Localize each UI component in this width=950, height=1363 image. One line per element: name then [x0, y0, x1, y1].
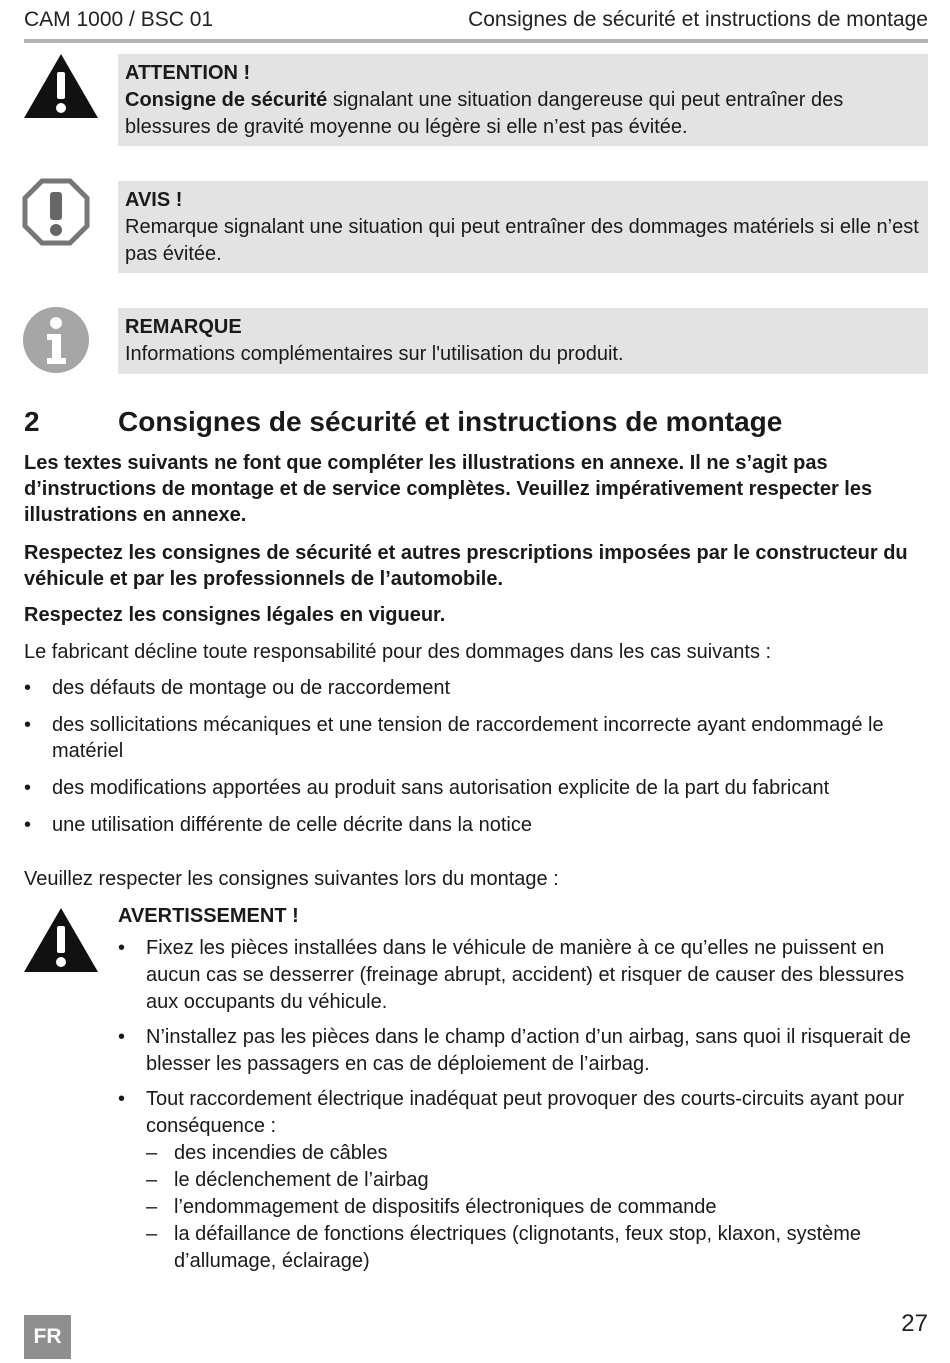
- liability-intro: Le fabricant décline toute responsabilité pour des dommages dans les cas suivants :: [24, 641, 772, 663]
- legal-guidelines-paragraph: Respectez les consignes légales en vigueur.: [24, 604, 446, 626]
- remarque-notice: [118, 308, 928, 374]
- sub-list-item: – la défaillance de fonctions électriques (clignotants, feux stop, klaxon, système d’allumage, éclairage): [146, 1221, 928, 1275]
- sub-list-item: – des incendies de câbles: [146, 1140, 928, 1167]
- section-number: 2: [24, 406, 40, 437]
- sub-list-item: – le déclenchement de l’airbag: [146, 1167, 928, 1194]
- avis-text: Remarque signalant une situation qui peut entraîner des dommages matériels si elle n’est pas évitée.: [125, 216, 919, 265]
- intro-paragraph: Les textes suivants ne font que compléter les illustrations en annexe. Il ne s’agit pas d’instructions de montage et de service complètes. Veuillez impérativement respecter les illustrations en annexe.: [24, 452, 873, 526]
- list-item: [118, 1086, 928, 1275]
- list-item: • des sollicitations mécaniques et une tension de raccordement incorrecte ayant endommagé le matériel: [24, 712, 928, 764]
- attention-bold-label: Consigne de sécurité: [125, 89, 328, 111]
- sub-list-item: – l’endommagement de dispositifs électroniques de commande: [146, 1194, 928, 1221]
- info-circle-icon: [22, 306, 90, 379]
- warning-list: [118, 935, 928, 1275]
- octagon-exclamation-icon: [22, 178, 90, 251]
- remarque-text: Informations complémentaires sur l'utilisation du produit.: [125, 343, 624, 365]
- warning-block: [118, 903, 928, 1283]
- list-item: • N’installez pas les pièces dans le champ d’action d’un airbag, sans quoi il risquerait de blesser les passagers en cas de déploiement de l’airbag.: [118, 1024, 928, 1078]
- warning-triangle-icon: [22, 906, 100, 979]
- attention-notice: [118, 54, 928, 146]
- consequence-list: [146, 1140, 928, 1275]
- list-item: • Fixez les pièces installées dans le véhicule de manière à ce qu’elles ne puissent en aucun cas se desserrer (freinage abrupt, accident) et risquer de causer des blessures aux occupants du véhicule.: [118, 935, 928, 1016]
- manufacturer-guidelines-paragraph: Respectez les consignes de sécurité et autres prescriptions imposées par le constructeur du véhicule et par les professionnels de l’automobile.: [24, 542, 908, 590]
- header-rule: [24, 39, 928, 43]
- list-item: • des défauts de montage ou de raccordement: [24, 675, 928, 701]
- section-title: Consignes de sécurité et instructions de montage: [118, 406, 783, 437]
- remarque-title: REMARQUE: [125, 316, 242, 338]
- document-model: CAM 1000 / BSC 01: [24, 8, 214, 31]
- warning-triangle-icon: [22, 52, 100, 125]
- avis-notice: [118, 181, 928, 273]
- warning-title: AVERTISSEMENT !: [118, 905, 299, 927]
- page-number: 27: [901, 1310, 928, 1337]
- header-chapter-title: Consignes de sécurité et instructions de montage: [468, 8, 928, 31]
- attention-text: signalant une situation dangereuse qui peut entraîner des blessures de gravité moyenne ou légère si elle n’est pas évitée.: [125, 89, 844, 138]
- list-item: • une utilisation différente de celle décrite dans la notice: [24, 812, 928, 838]
- avis-title: AVIS !: [125, 189, 183, 211]
- liability-list: [24, 675, 928, 849]
- list-item: • des modifications apportées au produit sans autorisation explicite de la part du fabricant: [24, 775, 928, 801]
- attention-title: ATTENTION !: [125, 62, 251, 84]
- language-badge: FR: [24, 1315, 71, 1359]
- list-item-text: Tout raccordement électrique inadéquat peut provoquer des courts-circuits ayant pour conséquence :: [146, 1088, 905, 1137]
- mounting-intro: Veuillez respecter les consignes suivantes lors du montage :: [24, 868, 559, 890]
